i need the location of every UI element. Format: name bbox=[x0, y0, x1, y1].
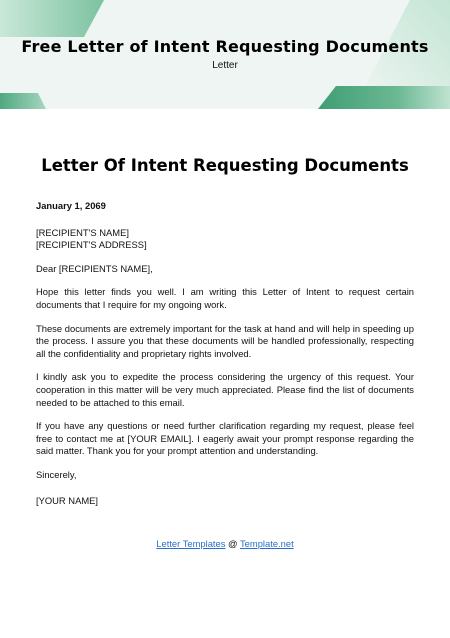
banner-shape-bottom-left bbox=[0, 93, 46, 109]
signature: [YOUR NAME] bbox=[36, 494, 98, 506]
footer-separator: @ bbox=[225, 538, 240, 549]
paragraph-3: I kindly ask you to expedite the process considering the urgency of this request. Your cooperation in this matter will be very much appreciated. Please find the list of documents needed to be attached to this email. bbox=[36, 371, 414, 408]
recipient-address: [RECIPIENT'S ADDRESS] bbox=[36, 239, 147, 251]
template-net-link[interactable]: Template.net bbox=[240, 538, 294, 549]
letter-templates-link[interactable]: Letter Templates bbox=[156, 538, 226, 549]
footer bbox=[0, 538, 450, 549]
salutation: Dear [RECIPIENTS NAME], bbox=[36, 262, 153, 274]
banner-subtitle: Letter bbox=[212, 60, 238, 71]
closing: Sincerely, bbox=[36, 468, 77, 480]
paragraph-2: These documents are extremely important for the task at hand and will help in speeding up the process. I assure you that these documents will be handled professionally, respecting all the confidentiality and proprietary rights involved. bbox=[36, 322, 414, 359]
header-banner bbox=[0, 0, 450, 109]
letter-date: January 1, 2069 bbox=[36, 200, 106, 211]
letter-body bbox=[36, 200, 414, 507]
document-title: Letter Of Intent Requesting Documents bbox=[41, 156, 409, 175]
banner-shape-bottom-right bbox=[318, 86, 450, 109]
banner-shape-top-left bbox=[0, 0, 104, 37]
banner-title: Free Letter of Intent Requesting Documents bbox=[21, 37, 429, 56]
paragraph-4: If you have any questions or need further clarification regarding my request, please feel free to contact me at [YOUR EMAIL]. I eagerly await your prompt response regarding the said matter. Thank you for your prompt attention and understanding. bbox=[36, 420, 414, 457]
recipient-name: [RECIPIENT'S NAME] bbox=[36, 226, 129, 238]
paragraph-1: Hope this letter finds you well. I am writing this Letter of Intent to request certain documents that I require for my ongoing work. bbox=[36, 286, 414, 310]
